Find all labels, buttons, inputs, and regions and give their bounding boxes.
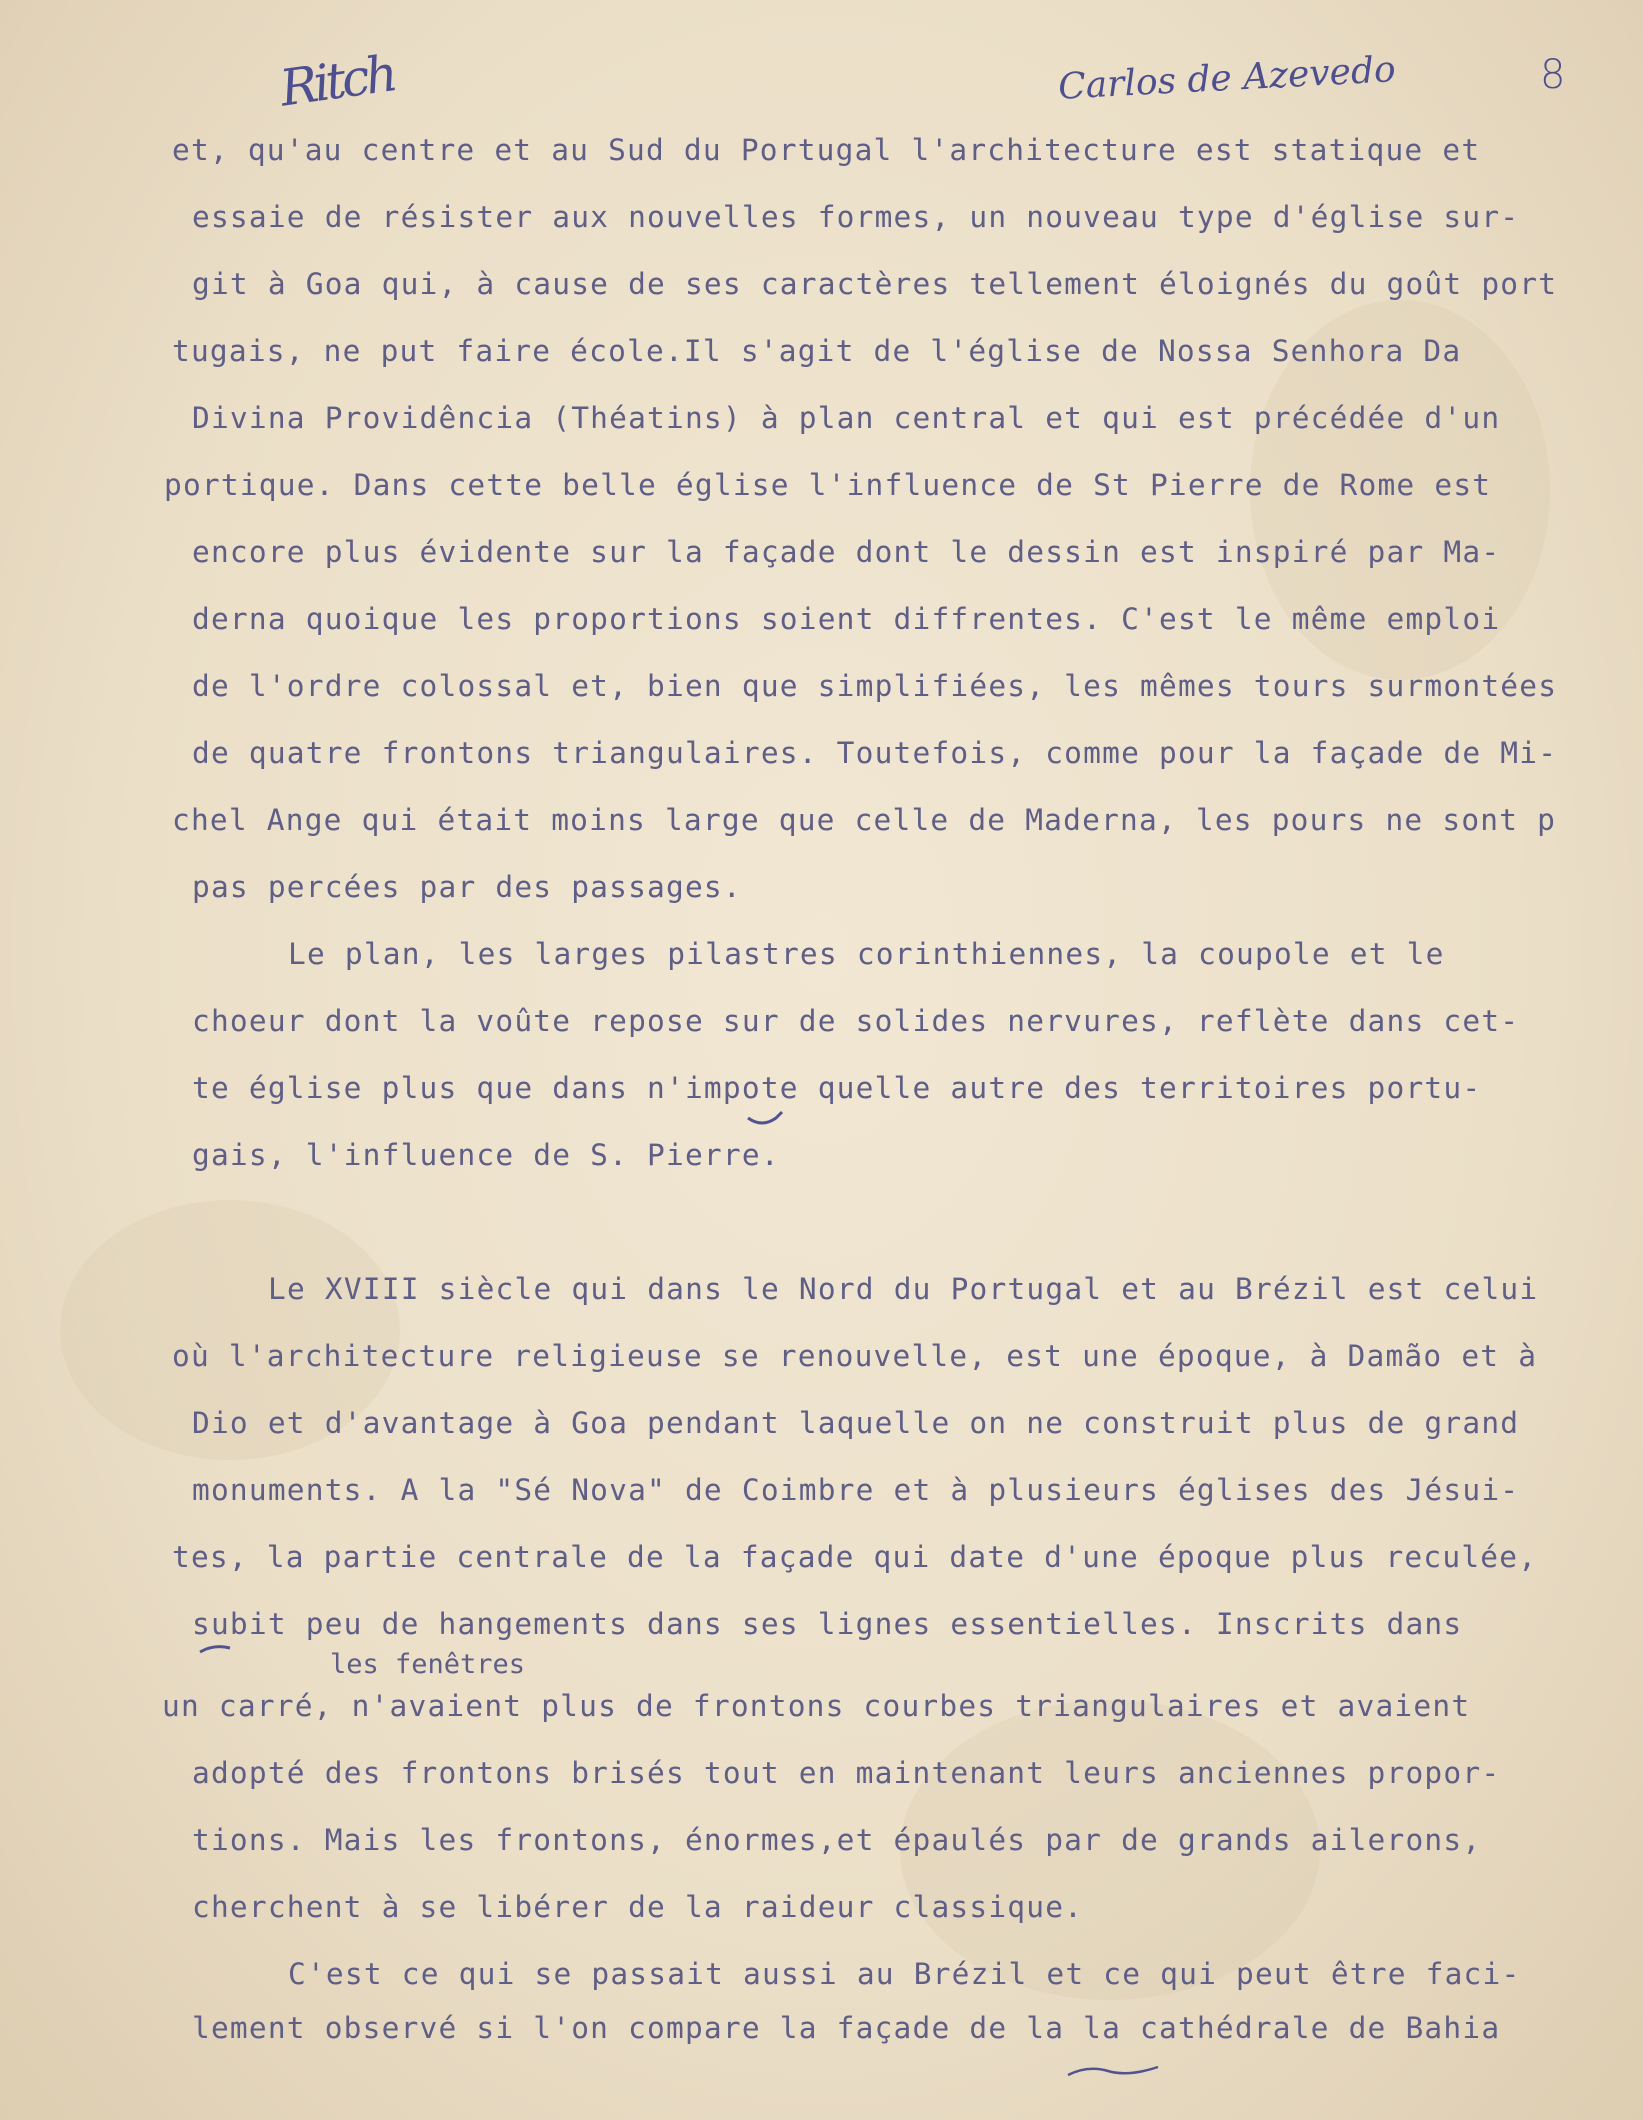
text-line: derna quoique les proportions soient diffrentes. C'est le même emploi [192, 602, 1501, 636]
text-line: tes, la partie centrale de la façade qui date d'une époque plus reculée, [172, 1540, 1538, 1574]
text-line: git à Goa qui, à cause de ses caractères tellement éloignés du goût port [192, 267, 1558, 301]
text-line: encore plus évidente sur la façade dont le dessin est inspiré par Ma- [192, 535, 1501, 569]
text-line: subit peu de hangements dans ses lignes essentielles. Inscrits dans [192, 1607, 1463, 1641]
handwritten-signature: Carlos de Azevedo [1057, 49, 1397, 108]
handwritten-initials: Ritch [276, 44, 398, 118]
text-line: chel Ange qui était moins large que celle de Maderna, les pours ne sont p [172, 803, 1557, 837]
text-line: tions. Mais les frontons, énormes,et épaulés par de grands ailerons, [192, 1823, 1482, 1857]
page-number: 8 [1540, 52, 1566, 98]
text-line: tugais, ne put faire école.Il s'agit de l'église de Nossa Senhora Da [172, 334, 1462, 368]
text-line: monuments. A la "Sé Nova" de Coimbre et à plusieurs églises des Jésui- [192, 1473, 1520, 1507]
text-line: portique. Dans cette belle église l'influence de St Pierre de Rome est [164, 468, 1492, 502]
text-line: Divina Providência (Théatins) à plan central et qui est précédée d'un [192, 401, 1501, 435]
text-line: essaie de résister aux nouvelles formes, un nouveau type d'église sur- [192, 200, 1520, 234]
text-line: où l'architecture religieuse se renouvelle, est une époque, à Damão et à [172, 1339, 1538, 1373]
text-line: Le XVIII siècle qui dans le Nord du Portugal et au Brézil est celui [268, 1272, 1539, 1306]
correction-mark [748, 1112, 782, 1123]
text-line: Le plan, les larges pilastres corinthiennes, la coupole et le [288, 937, 1445, 971]
text-line: de quatre frontons triangulaires. Toutefois, comme pour la façade de Mi- [192, 736, 1558, 770]
text-line: C'est ce qui se passait aussi au Brézil et ce qui peut être faci- [288, 1957, 1521, 1991]
text-line: et, qu'au centre et au Sud du Portugal l'architecture est statique et [172, 133, 1481, 167]
text-line: choeur dont la voûte repose sur de solides nervures, reflète dans cet- [192, 1004, 1520, 1038]
caret-mark [200, 1647, 230, 1652]
text-line: te église plus que dans n'impote quelle autre des territoires portu- [192, 1071, 1482, 1105]
text-line: un carré, n'avaient plus de frontons courbes triangulaires et avaient [162, 1689, 1471, 1723]
handwritten-insertion: les fenêtres [330, 1649, 526, 1680]
underline-mark [1068, 2067, 1158, 2075]
text-line: Dio et d'avantage à Goa pendant laquelle on ne construit plus de grand [192, 1406, 1520, 1440]
text-line: pas percées par des passages. [192, 870, 742, 904]
text-line: adopté des frontons brisés tout en maintenant leurs anciennes propor- [192, 1756, 1501, 1790]
text-line: de l'ordre colossal et, bien que simplifiées, les mêmes tours surmontées [192, 669, 1558, 703]
text-line: lement observé si l'on compare la façade de la la cathédrale de Bahia [192, 2011, 1501, 2045]
text-line: gais, l'influence de S. Pierre. [192, 1138, 780, 1172]
text-line: cherchent à se libérer de la raideur classique. [192, 1890, 1084, 1924]
